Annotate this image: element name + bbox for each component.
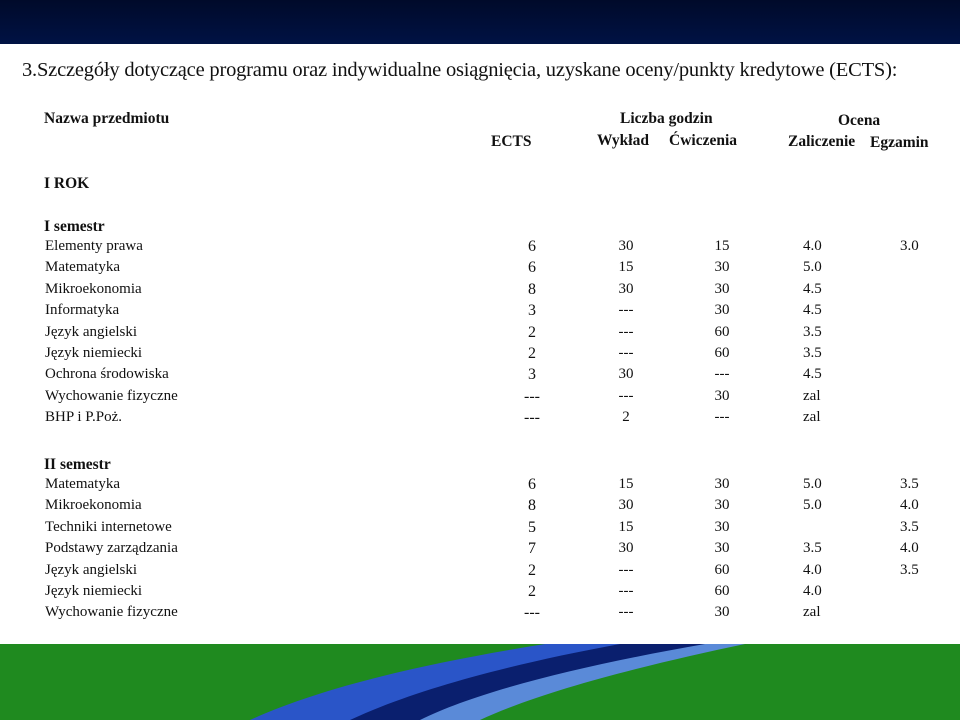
semester-label: II semestr (44, 456, 111, 473)
lecture-hours: 30 (618, 497, 634, 514)
ects-value: 5 (528, 518, 536, 536)
table-row (0, 562, 960, 584)
table-row (0, 324, 960, 346)
pass-grade: 3.5 (803, 345, 822, 361)
exercise-hours: 30 (714, 497, 730, 514)
exam-grade: 3.5 (900, 476, 919, 492)
table-row (0, 388, 960, 410)
header-subject: Nazwa przedmiotu (44, 110, 170, 127)
header-lecture: Wykład (597, 132, 649, 149)
header-exercises: Ćwiczenia (669, 132, 738, 149)
pass-grade: zal (803, 387, 821, 404)
lecture-hours: 30 (618, 280, 634, 297)
subject-name: Informatyka (45, 302, 120, 319)
ects-value: 8 (528, 497, 536, 515)
subject-name: Mikroekonomia (45, 280, 142, 297)
table-row (0, 259, 960, 281)
exam-grade: 4.0 (900, 540, 919, 557)
subject-name: Matematyka (45, 476, 120, 492)
ects-value: 2 (528, 583, 536, 600)
exercise-hours: 30 (714, 280, 730, 297)
lecture-hours: --- (618, 387, 634, 404)
exercise-hours: 30 (714, 476, 730, 492)
lecture-hours: 15 (618, 476, 634, 492)
table-row (0, 476, 960, 498)
lecture-hours: 2 (622, 409, 630, 426)
exercise-hours: 60 (714, 561, 730, 578)
semester-label: I semestr (44, 218, 105, 235)
exercise-hours: 60 (714, 323, 730, 340)
subject-name: Wychowanie fizyczne (45, 604, 178, 621)
header-ects: ECTS (491, 133, 532, 150)
subject-name: Ochrona środowiska (45, 366, 169, 383)
pass-grade: 4.0 (803, 583, 822, 599)
pass-grade: 3.5 (803, 540, 822, 557)
footer-stripes (0, 644, 960, 720)
subject-name: Podstawy zarządzania (45, 540, 178, 557)
lecture-hours: 30 (618, 540, 634, 557)
subject-name: BHP i P.Poż. (45, 409, 122, 426)
pass-grade: 4.5 (803, 302, 822, 319)
pass-grade: 4.0 (803, 561, 822, 578)
table-row (0, 583, 960, 605)
document-page (0, 44, 960, 644)
header-grade: Ocena (838, 112, 881, 129)
subject-name: Matematyka (45, 259, 120, 276)
exercise-hours: 60 (714, 345, 730, 361)
ects-value: 6 (528, 259, 536, 277)
table-row (0, 409, 960, 431)
table-row (0, 497, 960, 519)
ects-value: --- (524, 604, 540, 622)
exercise-hours: 60 (714, 583, 730, 599)
exam-grade: 3.5 (900, 561, 919, 578)
table-row (0, 366, 960, 388)
lecture-hours: 30 (618, 366, 634, 383)
pass-grade: 5.0 (803, 259, 822, 276)
exercise-hours: --- (714, 409, 730, 426)
pass-grade: zal (803, 604, 821, 621)
ects-value: 7 (528, 540, 536, 558)
subject-name: Mikroekonomia (45, 497, 142, 514)
pass-grade: 5.0 (803, 476, 822, 492)
exercise-hours: 30 (714, 259, 730, 276)
header-exam: Egzamin (870, 134, 929, 151)
exercise-hours: 30 (714, 387, 730, 404)
subject-name: Język angielski (45, 323, 138, 340)
exercise-hours: 15 (714, 238, 730, 254)
exercise-hours: --- (714, 366, 730, 383)
ects-value: 6 (528, 238, 536, 255)
table-row (0, 238, 960, 260)
ects-value: 3 (528, 302, 536, 320)
subject-name: Techniki internetowe (45, 518, 172, 535)
lecture-hours: --- (618, 323, 634, 340)
ects-value: --- (524, 409, 540, 427)
exam-grade: 3.5 (900, 518, 919, 535)
exam-grade: 3.0 (900, 238, 919, 254)
header-hours: Liczba godzin (620, 110, 713, 127)
subject-name: Język angielski (45, 561, 138, 578)
footer-banner (0, 644, 960, 720)
lecture-hours: 15 (618, 259, 634, 276)
ects-value: 6 (528, 476, 536, 493)
table-row (0, 540, 960, 562)
exam-grade: 4.0 (900, 497, 919, 514)
ects-value: 2 (528, 561, 536, 579)
pass-grade: 4.5 (803, 366, 822, 383)
pass-grade: zal (803, 409, 821, 426)
pass-grade: 4.5 (803, 280, 822, 297)
ects-value: --- (524, 387, 540, 405)
pass-grade: 4.0 (803, 238, 822, 254)
section-heading: 3.Szczegóły dotyczące programu oraz indywidualne osiągnięcia, uzyskane oceny/punkty kredytowe (ECTS): (22, 59, 898, 81)
subject-name: Język niemiecki (45, 345, 143, 361)
table-row (0, 604, 960, 626)
subject-name: Elementy prawa (45, 238, 143, 254)
lecture-hours: --- (618, 604, 634, 621)
lecture-hours: --- (618, 345, 634, 361)
top-banner (0, 0, 960, 44)
lecture-hours: 15 (618, 518, 634, 535)
pass-grade: 5.0 (803, 497, 822, 514)
exercise-hours: 30 (714, 518, 730, 535)
pass-grade: 3.5 (803, 323, 822, 340)
table-row (0, 519, 960, 541)
exercise-hours: 30 (714, 540, 730, 557)
ects-value: 8 (528, 280, 536, 298)
lecture-hours: --- (618, 561, 634, 578)
ects-value: 2 (528, 345, 536, 362)
subject-name: Język niemiecki (45, 583, 143, 599)
lecture-hours: 30 (618, 238, 634, 254)
lecture-hours: --- (618, 302, 634, 319)
table-row (0, 281, 960, 303)
ects-value: 2 (528, 323, 536, 341)
exercise-hours: 30 (714, 604, 730, 621)
table-row (0, 345, 960, 367)
subject-name: Wychowanie fizyczne (45, 387, 178, 404)
exercise-hours: 30 (714, 302, 730, 319)
table-row (0, 302, 960, 324)
ects-value: 3 (528, 366, 536, 384)
header-pass: Zaliczenie (788, 133, 856, 150)
lecture-hours: --- (618, 583, 634, 599)
year-label: I ROK (44, 175, 90, 192)
